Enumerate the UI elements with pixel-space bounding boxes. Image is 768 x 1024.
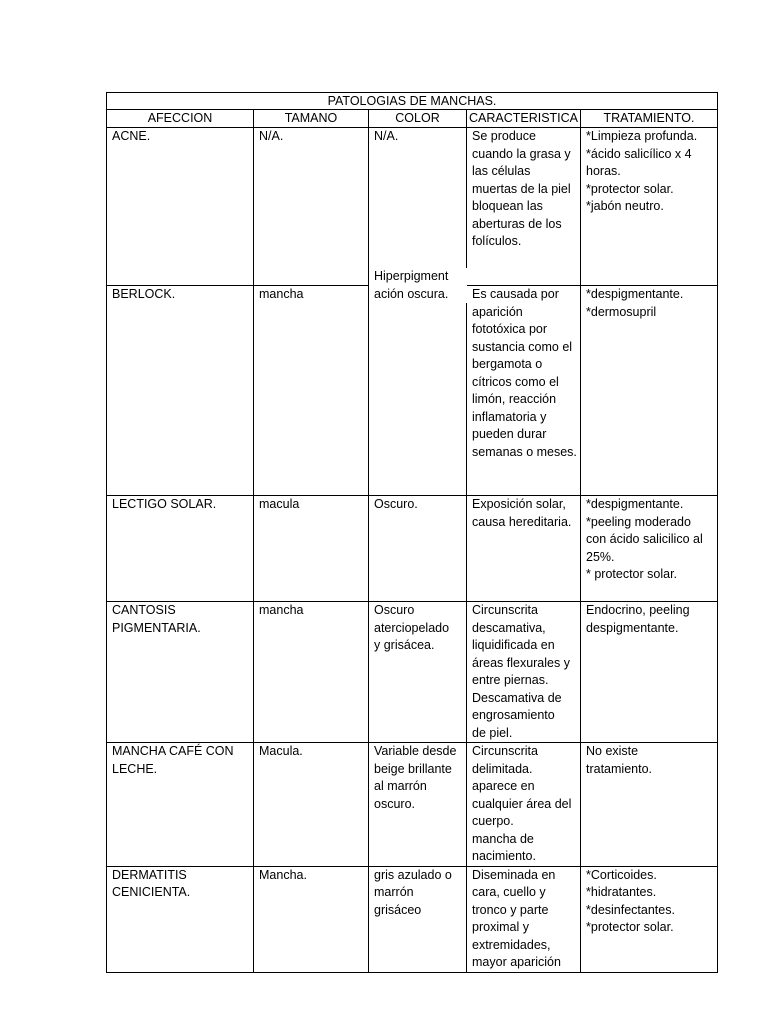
cell-text: nacimiento. [472, 849, 536, 863]
cell-caracteristica [467, 743, 581, 867]
cell-text: *desinfectantes. [586, 902, 675, 917]
cell-text: mancha [259, 287, 304, 301]
cell-text: *despigmentante. [586, 497, 684, 511]
cell-text: *protector solar. [586, 920, 674, 934]
cell-afeccion [107, 866, 254, 972]
cell-color [369, 496, 467, 602]
cell-text: Circunscrita [472, 603, 538, 617]
cell-text: aterciopelado [374, 620, 450, 635]
cell-text: Oscuro. [374, 497, 418, 511]
cell-text: cuerpo. [472, 814, 514, 828]
cell-text: pueden durar [472, 427, 547, 441]
cell-text: *peeling moderado [586, 514, 691, 529]
cell-tamano [254, 128, 369, 286]
cell-tratamiento [581, 128, 718, 286]
table-row [107, 743, 718, 867]
cell-text: DERMATITIS [112, 867, 187, 882]
cell-text: grisáceo [374, 902, 422, 917]
cell-tratamiento [581, 866, 718, 972]
cell-text: Endocrino, peeling [586, 603, 690, 617]
cell-color [369, 866, 467, 972]
cell-color [369, 743, 467, 867]
cell-text: engrosamiento [472, 708, 555, 722]
cell-text: aberturas de los [472, 216, 562, 231]
cell-afeccion [107, 286, 254, 496]
cell-text: beige brillante [374, 761, 452, 776]
cell-text: Descamativa de [472, 690, 562, 705]
cell-text: descamativa, [472, 620, 546, 635]
cell-text: bloquean las [472, 199, 543, 213]
cell-color [369, 128, 467, 286]
cell-text: CANTOSIS [112, 603, 176, 617]
cell-text: LECHE. [112, 761, 158, 776]
cell-text: proximal y [472, 920, 529, 934]
cell-text: cara, cuello y [472, 885, 546, 899]
cell-afeccion [107, 128, 254, 286]
cell-text: cualquier área del [472, 796, 572, 811]
cell-text: cuando la grasa y [472, 146, 571, 161]
cell-text: Se produce [472, 129, 536, 143]
header-tamano: TAMANO [254, 110, 369, 128]
cell-afeccion [107, 496, 254, 602]
cell-text: entre piernas. [472, 673, 549, 687]
cell-afeccion [107, 602, 254, 743]
cell-text: al marrón [374, 779, 427, 793]
cell-text: horas. [586, 164, 621, 178]
table-header-row [107, 110, 718, 128]
cell-text: mancha de [472, 831, 534, 846]
cell-text: mancha [259, 603, 304, 617]
cell-text: LECTIGO SOLAR. [112, 497, 217, 511]
cell-tamano [254, 286, 369, 496]
cell-text: de piel. [472, 725, 513, 740]
cell-text: *jabón neutro. [586, 199, 664, 213]
cell-text: N/A. [259, 129, 284, 143]
cell-caracteristica [467, 286, 581, 496]
cell-text: semanas o meses. [472, 444, 577, 459]
header-color: COLOR [369, 110, 467, 128]
cell-text: BERLOCK. [112, 287, 176, 301]
cell-text: mayor aparición [472, 955, 561, 969]
cell-text: *Corticoides. [586, 867, 657, 882]
table-row [107, 286, 718, 496]
cell-text: aparece en [472, 779, 535, 793]
table-body [107, 128, 718, 973]
cell-caracteristica [467, 866, 581, 972]
cell-text: gris azulado o [374, 867, 452, 882]
cell-text: delimitada. [472, 761, 533, 776]
cell-text: *despigmentante. [586, 287, 684, 301]
cell-text: *hidratantes. [586, 885, 657, 899]
cell-text: bergamota o [472, 357, 543, 371]
cell-caracteristica [467, 602, 581, 743]
cell-tratamiento [581, 496, 718, 602]
cell-color [369, 602, 467, 743]
cell-text: inflamatoria y [472, 409, 547, 424]
table-row [107, 866, 718, 972]
cell-text: Exposición solar, [472, 497, 566, 511]
cell-text: y grisácea. [374, 638, 435, 652]
cell-tratamiento [581, 743, 718, 867]
cell-text: 25%. [586, 549, 615, 564]
cell-text: fototóxica por [472, 322, 548, 336]
cell-text: tronco y parte [472, 902, 549, 917]
cell-tamano [254, 496, 369, 602]
cell-text: liquidificada en [472, 638, 555, 652]
cell-text: oscuro. [374, 796, 415, 811]
cell-tamano [254, 602, 369, 743]
cell-text: causa hereditaria. [472, 514, 572, 529]
cell-text: áreas flexurales y [472, 655, 570, 670]
cell-text: macula [259, 497, 300, 511]
cell-text: Oscuro [374, 603, 415, 617]
cell-tratamiento [581, 286, 718, 496]
cell-tratamiento [581, 602, 718, 743]
cell-text: *dermosupril [586, 304, 657, 319]
table-row [107, 602, 718, 743]
cell-text: Es causada por [472, 287, 559, 301]
table-row [107, 128, 718, 286]
cell-color [369, 269, 467, 496]
cell-text: PIGMENTARIA. [112, 620, 201, 635]
cell-text: con ácido salicilico al [586, 532, 703, 546]
cell-text: Diseminada en [472, 867, 556, 882]
table-title: PATOLOGIAS DE MANCHAS. [107, 93, 718, 110]
cell-afeccion [107, 743, 254, 867]
header-caracteristica: CARACTERISTICA [467, 110, 581, 128]
cell-text: N/A. [374, 129, 399, 143]
cell-text: despigmentante. [586, 620, 679, 635]
cell-text: marrón [374, 885, 414, 899]
pathology-table [106, 92, 718, 973]
cell-text: Circunscrita [472, 744, 538, 758]
table-row [107, 496, 718, 602]
cell-caracteristica [467, 128, 581, 286]
cell-text: CENICIENTA. [112, 885, 191, 899]
cell-text: Mancha. [259, 867, 307, 882]
cell-text: cítricos como el [472, 374, 559, 389]
cell-caracteristica [467, 496, 581, 602]
table-title-row [107, 93, 718, 110]
cell-text: No existe [586, 744, 639, 758]
header-afeccion: AFECCION [107, 110, 254, 128]
cell-tamano [254, 866, 369, 972]
cell-text: tratamiento. [586, 761, 653, 776]
cell-text: *ácido salicílico x 4 [586, 146, 692, 161]
cell-text: Variable desde [374, 744, 457, 758]
cell-text: *protector solar. [586, 181, 674, 196]
header-tratamiento: TRATAMIENTO. [581, 110, 718, 128]
cell-text: ACNE. [112, 129, 151, 143]
cell-text: folículos. [472, 234, 522, 248]
cell-text: las células [472, 164, 531, 178]
cell-text: Hiperpigment [374, 269, 449, 283]
cell-tamano [254, 743, 369, 867]
cell-text: MANCHA CAFÉ CON [112, 744, 234, 758]
cell-text: ación oscura. [374, 286, 449, 301]
cell-text: Macula. [259, 744, 303, 758]
cell-text: limón, reacción [472, 392, 557, 406]
cell-text: muertas de la piel [472, 181, 571, 196]
cell-text: * protector solar. [586, 567, 678, 581]
cell-text: *Limpieza profunda. [586, 129, 698, 143]
cell-text: extremidades, [472, 937, 551, 952]
cell-text: sustancia como el [472, 339, 573, 354]
cell-text: aparición [472, 304, 523, 319]
